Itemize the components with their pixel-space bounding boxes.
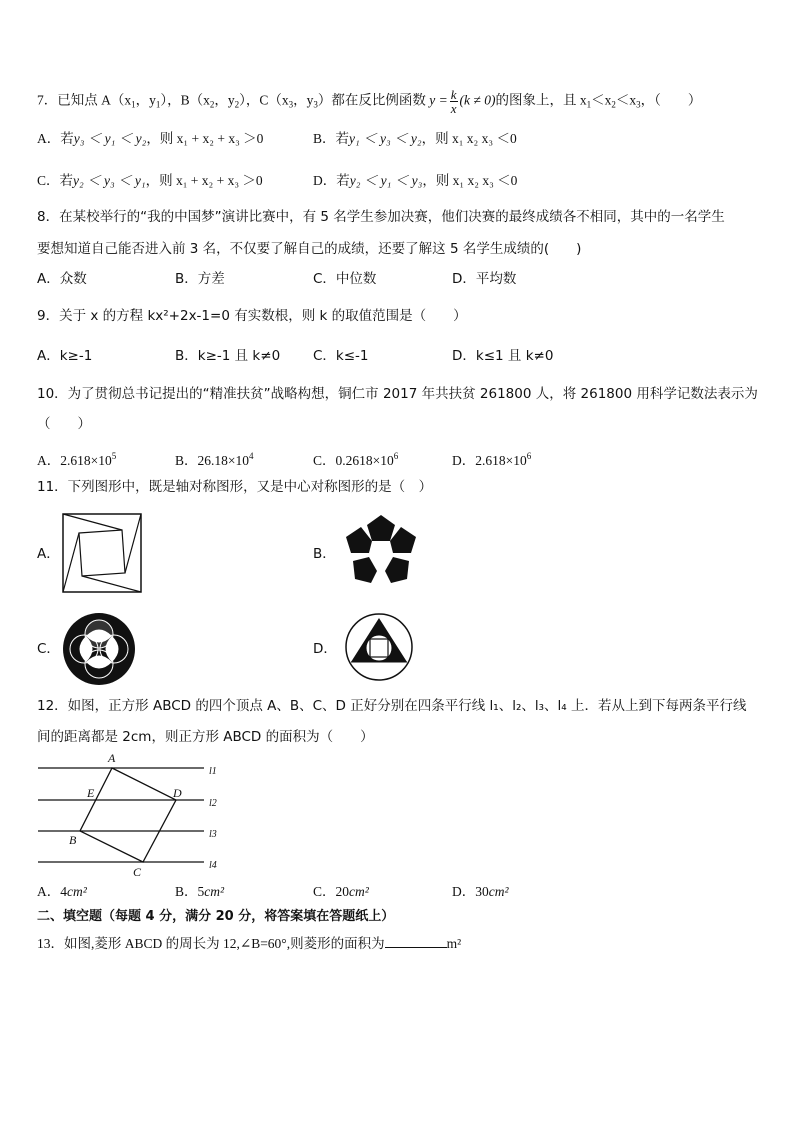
q11-figure-a[interactable] [62, 513, 142, 593]
q11-stem: 11．下列图形中，既是轴对称图形，又是中心对称图形的是（ ） [37, 479, 433, 495]
q7-option-b[interactable]: B．若y₁ ＜ y₃ ＜ y₂，则 x₁ x₂ x₃ ＜0 [313, 131, 517, 146]
q7-stem: 7．已知点 $A(x_1$，$y_1$），$B(x_2$，$y_2$），$C(x_3$，$y_3$）都在反比例函数 y = $\frac{k}{x}$ (k ≠ 0)的图象上，且 $x_1<x_2<x_3$，（ ） [37, 87, 702, 116]
q7-option-d[interactable]: D．若y₂ ＜ y₁ ＜ y₃，则 x₁ x₂ x₃ ＜0 [313, 173, 518, 188]
q7-option-a[interactable]: A．若y₃ ＜ y₁ ＜ y₂，则 x₁ + x₂ + x₃ ＞0 [37, 131, 264, 146]
q10-option-c[interactable]: C．$0.2618\times 10^6$ [313, 451, 399, 468]
q11-option-d-label[interactable]: D． [313, 641, 337, 657]
q13-answer-blank[interactable] [385, 935, 447, 948]
line-l1-label: l1 [209, 766, 217, 777]
q12-figure [36, 750, 226, 880]
q12-line2: 间的距离都是 2cm，则正方形 ABCD 的面积为（ ） [37, 729, 374, 745]
q11-figure-c[interactable] [62, 612, 136, 686]
q10-line1: 10．为了贯彻总书记提出的“精准扶贫”战略构想，铜仁市 2017 年共扶贫 261800 人，将 261800 用科学记数法表示为 [37, 386, 758, 402]
q7-fraction: $\frac{k}{x}$ [450, 87, 457, 116]
q12-option-b[interactable]: B．5cm² [175, 884, 225, 899]
q11-figure-b[interactable] [343, 513, 419, 585]
q9-option-d[interactable]: D．k≤1 且 k≠0 [452, 348, 554, 364]
line-l4-label: l4 [209, 860, 217, 871]
q8-line1: 8．在某校举行的“我的中国梦”演讲比赛中，有 5 名学生参加决赛，他们决赛的最终成绩各不相同，其中的一名学生 [37, 209, 725, 225]
q11-option-b-label[interactable]: B． [313, 546, 336, 562]
q12-option-d[interactable]: D．30cm² [452, 884, 509, 899]
point-d-label: D [173, 786, 182, 800]
q8-option-c[interactable]: C．中位数 [313, 271, 377, 287]
point-b-label: B [69, 833, 77, 847]
q12-line1: 12．如图，正方形 ABCD 的四个顶点 A、B、C、D 正好分别在四条平行线 l₁、l₂、l₃、l₄ 上．若从上到下每两条平行线 [37, 698, 747, 714]
q10-option-b[interactable]: B．$26.18\times 10^4$ [175, 451, 254, 468]
q9-stem: 9．关于 x 的方程 kx²+2x-1=0 有实数根，则 k 的取值范围是（ ） [37, 308, 467, 324]
point-e-label: E [87, 786, 95, 800]
q8-option-b[interactable]: B．方差 [175, 271, 225, 287]
q8-option-d[interactable]: D．平均数 [452, 271, 517, 287]
q10-line2: （ ） [37, 416, 91, 432]
q8-option-a[interactable]: A．众数 [37, 271, 87, 287]
q9-option-b[interactable]: B．k≥-1 且 k≠0 [175, 348, 281, 364]
line-l2-label: l2 [209, 798, 217, 809]
point-c-label: C [133, 865, 142, 879]
q8-line2: 要想知道自己能否进入前 3 名，不仅要了解自己的成绩，还要了解这 5 名学生成绩的( ) [37, 241, 582, 257]
q11-figure-d[interactable] [344, 612, 414, 682]
q12-option-a[interactable]: A．4cm² [37, 884, 87, 899]
section-heading: 二、填空题（每题 4 分，满分 20 分，将答案填在答题纸上） [37, 909, 395, 924]
q12-option-c[interactable]: C．20cm² [313, 884, 369, 899]
q9-option-c[interactable]: C．k≤-1 [313, 348, 369, 364]
q11-option-a-label[interactable]: A． [37, 546, 60, 562]
q13-stem: 13．如图,菱形 ABCD 的周长为 12,∠B=60°,则菱形的面积为 m² [37, 936, 462, 951]
q10-option-d[interactable]: D．$2.618\times 10^6$ [452, 451, 532, 468]
q9-option-a[interactable]: A．k≥-1 [37, 348, 93, 364]
point-a-label: A [108, 751, 116, 765]
q7-option-c[interactable]: C．若y₂ ＜ y₃ ＜ y₁，则 x₁ + x₂ + x₃ ＞0 [37, 173, 263, 188]
line-l3-label: l3 [209, 829, 217, 840]
q10-option-a[interactable]: A．$2.618\times 10^5$ [37, 451, 117, 468]
q11-option-c-label[interactable]: C． [37, 641, 60, 657]
